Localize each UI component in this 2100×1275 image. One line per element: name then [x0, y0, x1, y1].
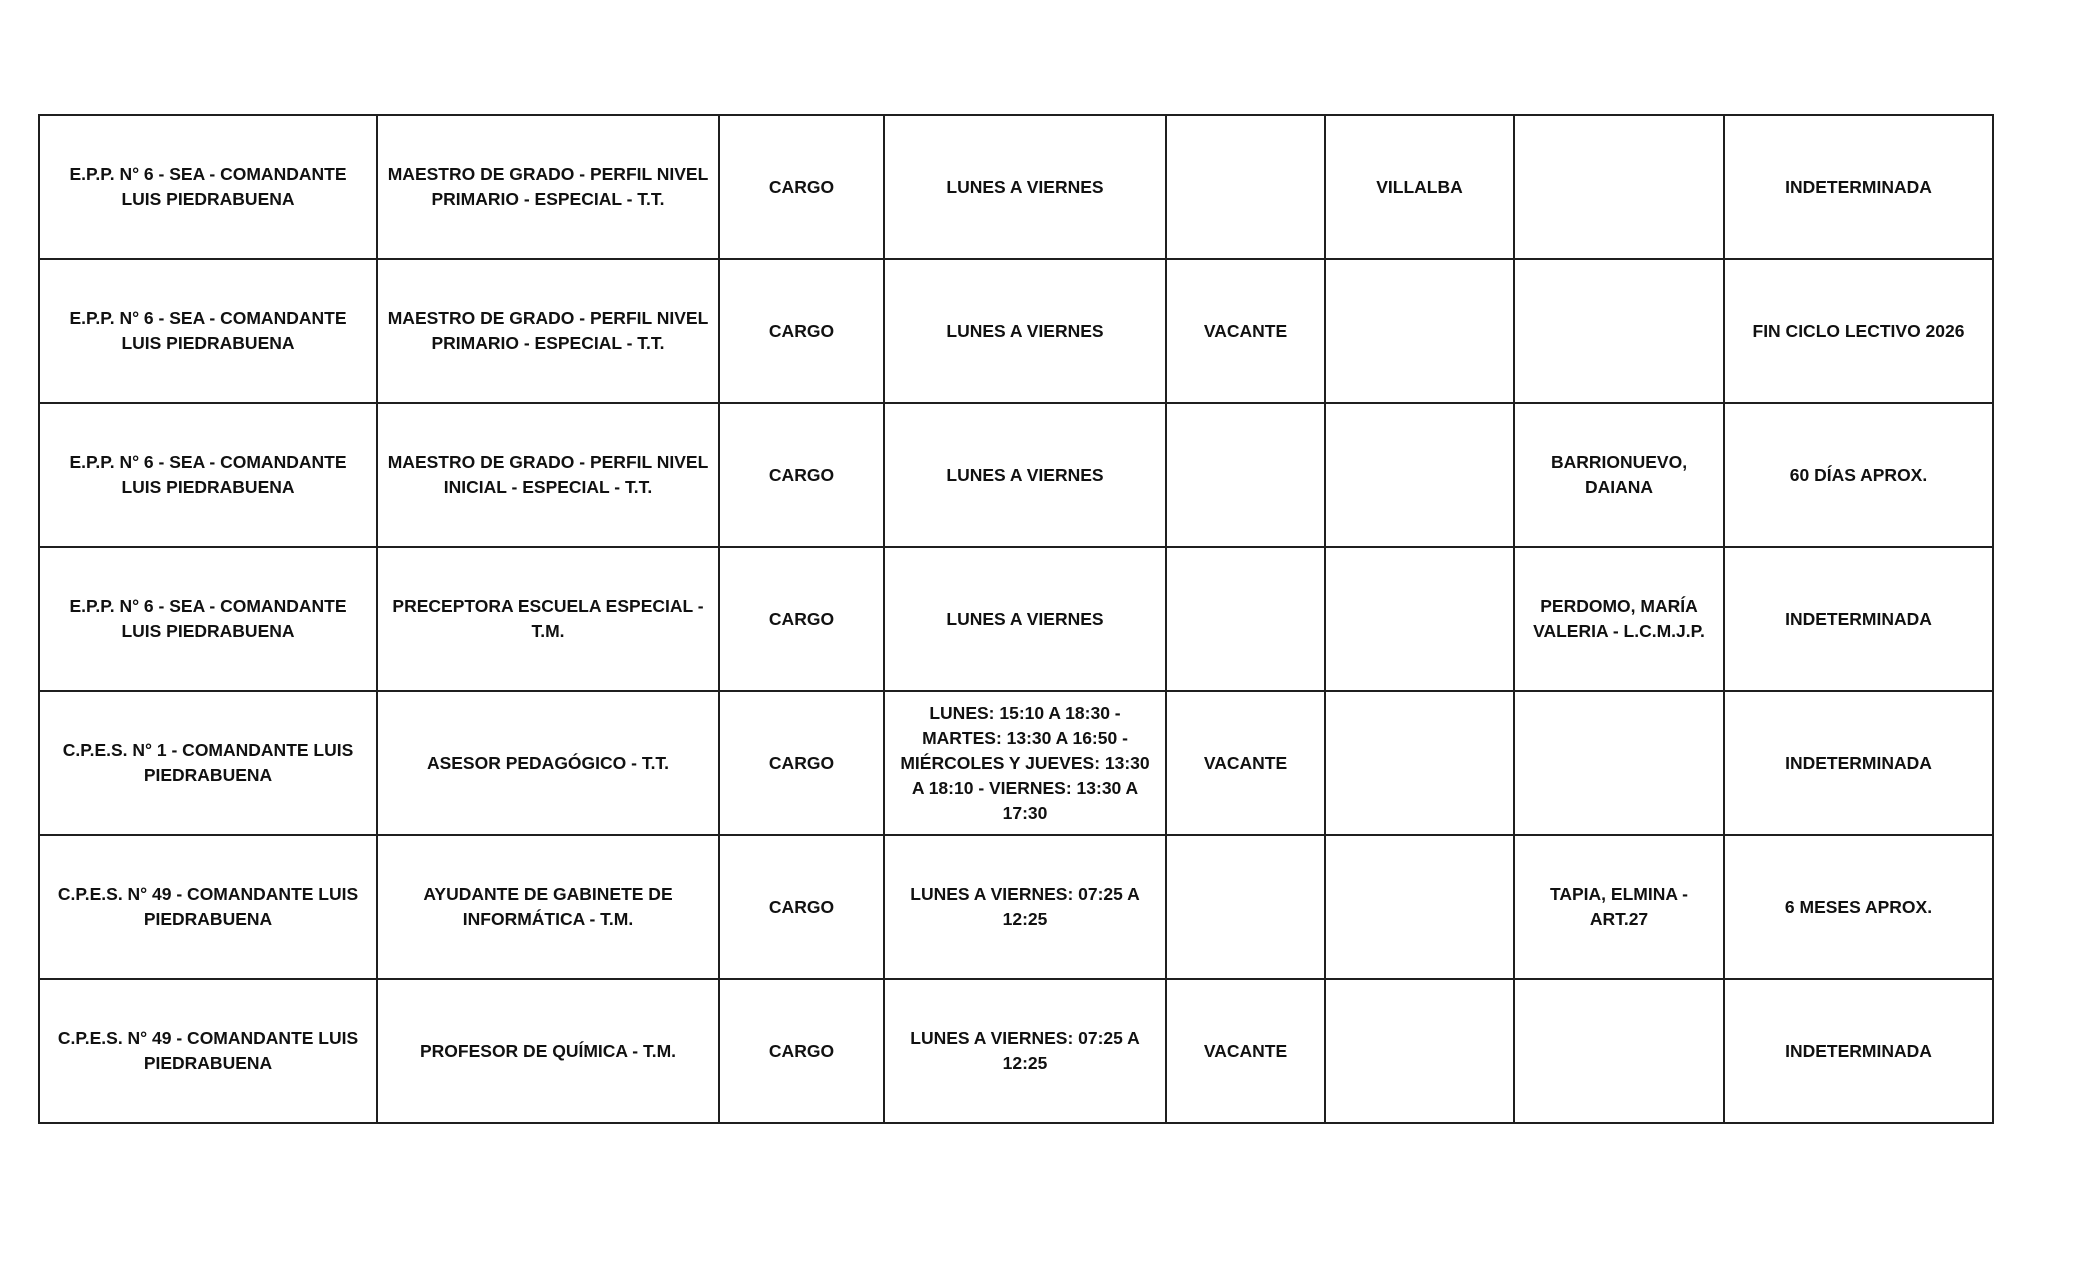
replaces-cell	[1514, 259, 1724, 403]
replaces-cell: TAPIA, ELMINA - ART.27	[1514, 835, 1724, 979]
duration-cell: INDETERMINADA	[1724, 691, 1993, 835]
table-row	[39, 691, 1993, 835]
document-page	[38, 114, 1992, 1124]
replaces-cell: BARRIONUEVO, DAIANA	[1514, 403, 1724, 547]
teacher-cell	[1325, 835, 1514, 979]
status-cell: VACANTE	[1166, 979, 1325, 1123]
schedule-cell: LUNES A VIERNES	[884, 403, 1166, 547]
type-cell: CARGO	[719, 403, 884, 547]
institution-cell: C.P.E.S. N° 1 - COMANDANTE LUIS PIEDRABUENA	[39, 691, 377, 835]
institution-cell: E.P.P. N° 6 - SEA - COMANDANTE LUIS PIEDRABUENA	[39, 403, 377, 547]
schedule-cell: LUNES A VIERNES	[884, 115, 1166, 259]
status-cell: VACANTE	[1166, 259, 1325, 403]
position-cell: PRECEPTORA ESCUELA ESPECIAL - T.M.	[377, 547, 719, 691]
position-cell: MAESTRO DE GRADO - PERFIL NIVEL INICIAL - ESPECIAL - T.T.	[377, 403, 719, 547]
schedule-cell: LUNES A VIERNES: 07:25 A 12:25	[884, 979, 1166, 1123]
institution-cell: E.P.P. N° 6 - SEA - COMANDANTE LUIS PIEDRABUENA	[39, 547, 377, 691]
table-row	[39, 547, 1993, 691]
schedule-cell: LUNES: 15:10 A 18:30 - MARTES: 13:30 A 16:50 - MIÉRCOLES Y JUEVES: 13:30 A 18:10 - VIERNES: 13:30 A 17:30	[884, 691, 1166, 835]
duration-cell: INDETERMINADA	[1724, 979, 1993, 1123]
replaces-cell: PERDOMO, MARÍA VALERIA - L.C.M.J.P.	[1514, 547, 1724, 691]
schedule-cell: LUNES A VIERNES	[884, 547, 1166, 691]
table-row	[39, 115, 1993, 259]
institution-cell: C.P.E.S. N° 49 - COMANDANTE LUIS PIEDRABUENA	[39, 835, 377, 979]
teacher-cell	[1325, 979, 1514, 1123]
type-cell: CARGO	[719, 547, 884, 691]
teacher-cell	[1325, 403, 1514, 547]
schedule-cell: LUNES A VIERNES	[884, 259, 1166, 403]
type-cell: CARGO	[719, 835, 884, 979]
duration-cell: FIN CICLO LECTIVO 2026	[1724, 259, 1993, 403]
table-row	[39, 835, 1993, 979]
positions-table	[38, 114, 1994, 1124]
type-cell: CARGO	[719, 259, 884, 403]
status-cell	[1166, 547, 1325, 691]
teacher-cell: VILLALBA	[1325, 115, 1514, 259]
institution-cell: E.P.P. N° 6 - SEA - COMANDANTE LUIS PIEDRABUENA	[39, 259, 377, 403]
duration-cell: INDETERMINADA	[1724, 115, 1993, 259]
position-cell: AYUDANTE DE GABINETE DE INFORMÁTICA - T.M.	[377, 835, 719, 979]
replaces-cell	[1514, 979, 1724, 1123]
teacher-cell	[1325, 691, 1514, 835]
type-cell: CARGO	[719, 979, 884, 1123]
institution-cell: C.P.E.S. N° 49 - COMANDANTE LUIS PIEDRABUENA	[39, 979, 377, 1123]
position-cell: MAESTRO DE GRADO - PERFIL NIVEL PRIMARIO - ESPECIAL - T.T.	[377, 259, 719, 403]
replaces-cell	[1514, 115, 1724, 259]
position-cell: ASESOR PEDAGÓGICO - T.T.	[377, 691, 719, 835]
table-row	[39, 403, 1993, 547]
position-cell: MAESTRO DE GRADO - PERFIL NIVEL PRIMARIO - ESPECIAL - T.T.	[377, 115, 719, 259]
teacher-cell	[1325, 259, 1514, 403]
table-row	[39, 259, 1993, 403]
institution-cell: E.P.P. N° 6 - SEA - COMANDANTE LUIS PIEDRABUENA	[39, 115, 377, 259]
duration-cell: 6 MESES APROX.	[1724, 835, 1993, 979]
table-row	[39, 979, 1993, 1123]
type-cell: CARGO	[719, 115, 884, 259]
status-cell: VACANTE	[1166, 691, 1325, 835]
duration-cell: INDETERMINADA	[1724, 547, 1993, 691]
replaces-cell	[1514, 691, 1724, 835]
teacher-cell	[1325, 547, 1514, 691]
schedule-cell: LUNES A VIERNES: 07:25 A 12:25	[884, 835, 1166, 979]
type-cell: CARGO	[719, 691, 884, 835]
status-cell	[1166, 835, 1325, 979]
status-cell	[1166, 115, 1325, 259]
status-cell	[1166, 403, 1325, 547]
position-cell: PROFESOR DE QUÍMICA - T.M.	[377, 979, 719, 1123]
duration-cell: 60 DÍAS APROX.	[1724, 403, 1993, 547]
